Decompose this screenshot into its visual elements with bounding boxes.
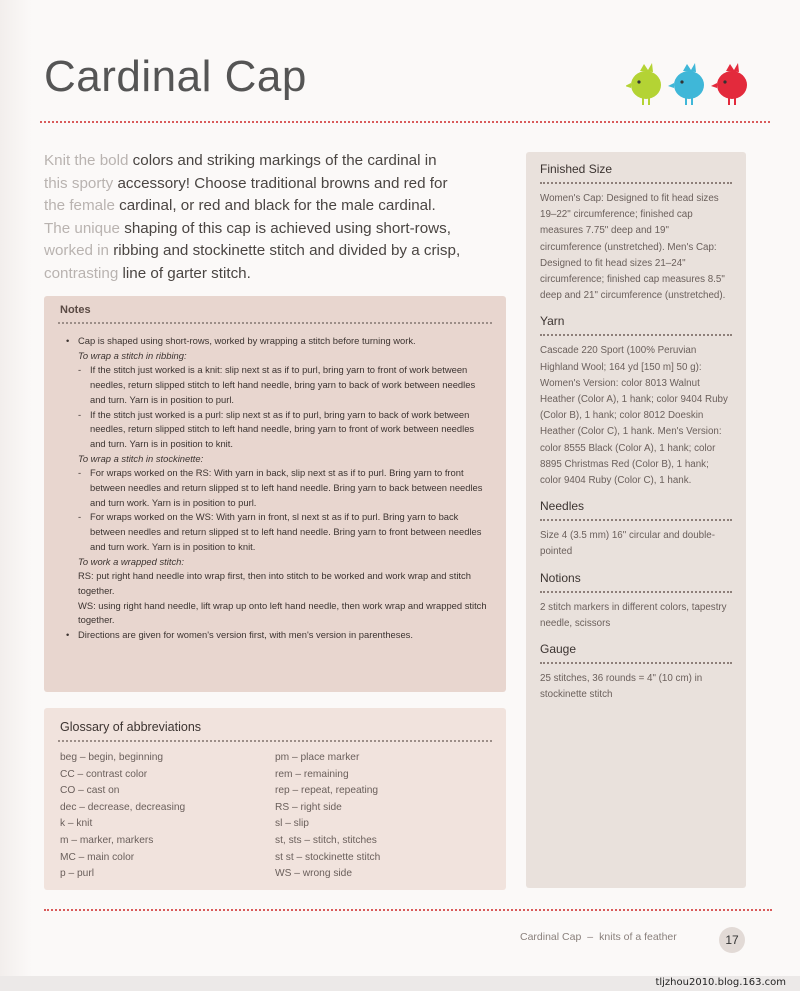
gauge-section: [526, 632, 746, 703]
notes-item: - If the stitch just worked is a purl: slip next st as if to purl, bring yarn to back of work between needles, return slipped stitch to left hand needle, bring yarn to front of work between needles and turn. Yarn is in position to knit.: [66, 408, 490, 452]
notes-item: WS: using right hand needle, lift wrap up onto left hand needle, then work wrap and wrapped stitch together.: [78, 599, 487, 626]
bird-blue-icon: [668, 63, 704, 105]
glossary-entry: st st – stockinette stitch: [275, 851, 381, 863]
glossary-entry: k – knit: [60, 818, 93, 830]
gauge-heading: Gauge: [540, 642, 577, 657]
glossary-entry: MC – main color: [60, 851, 135, 863]
footer-separator: –: [587, 931, 594, 943]
notions-heading: Notions: [540, 570, 581, 585]
watermark-text: tljzhou2010.blog.163.com: [655, 977, 786, 988]
glossary-entry: st, sts – stitch, stitches: [275, 834, 377, 846]
glossary-box: [44, 708, 506, 890]
finished-size-heading: Finished Size: [540, 162, 613, 176]
glossary-heading: Glossary of abbreviations: [60, 720, 202, 734]
notes-item: RS: put right hand needle into wrap first, then into stitch to be worked and work wrap and stitch together.: [78, 570, 471, 596]
glossary-right-column: [275, 750, 490, 883]
glossary-left-column: [60, 750, 275, 883]
yarn-heading: Yarn: [540, 314, 565, 329]
notes-item: - For wraps worked on the RS: With yarn in back, slip next st as if to purl. Bring yarn to front between needles and return slipped st to left hand needle. Bring yarn to back between needles and turn work. Yarn is in position to purl.: [66, 466, 490, 510]
notions-section: [526, 561, 746, 632]
glossary-entry: WS – wrong side: [275, 868, 353, 880]
glossary-entry: CC – contrast color: [60, 768, 148, 780]
glossary-entry: rem – remaining: [275, 768, 349, 780]
notes-body: [44, 324, 506, 643]
notes-subheading: To wrap a stitch in stockinette:: [78, 452, 204, 464]
footer-book-title: knits of a feather: [599, 931, 677, 943]
bird-icons: [626, 58, 756, 108]
notes-subheading: To work a wrapped stitch:: [78, 555, 184, 567]
glossary-entry: m – marker, markers: [60, 834, 154, 846]
glossary-entry: rep – repeat, repeating: [275, 785, 379, 797]
glossary-entry: p – purl: [60, 868, 94, 880]
page-title: Cardinal Cap: [44, 52, 307, 101]
glossary-entry: beg – begin, beginning: [60, 752, 164, 763]
notions-text: 2 stitch markers in different colors, tapestry needle, scissors: [540, 601, 727, 629]
finished-size-text: Women's Cap: Designed to fit head sizes 19–22" circumference; finished cap measures 7.75" deep and 19" circumference (unstretched). Men's Cap: Designed to fit head sizes 21–24" circumference; finished cap measures 8.5" deep and 21" circumference (unstretched).: [540, 193, 726, 302]
bottom-divider: [44, 909, 772, 911]
gauge-text: 25 stitches, 36 rounds = 4" (10 cm) in stockinette stitch: [540, 673, 703, 701]
glossary-entry: CO – cast on: [60, 785, 120, 797]
finished-size-section: [526, 152, 746, 304]
materials-sidebar: [526, 152, 746, 888]
notes-item: - For wraps worked on the WS: With yarn in front, sl next st as if to purl. Bring yarn to back between needles and return slipped st to left hand needle. Bring yarn to front between needles and turn work. Yarn is in position to knit.: [66, 510, 490, 554]
notes-item: - If the stitch just worked is a knit: slip next st as if to purl, bring yarn to front of work between needles, return slipped stitch to left hand needle, bring yarn to back of work between needles and turn. Yarn is in position to purl.: [66, 363, 490, 407]
yarn-text: Cascade 220 Sport (100% Peruvian Highland Wool; 164 yd [150 m] 50 g): Women's Version: color 8013 Walnut Heather (Color A), 1 hank; color 9404 Ruby (Color B), 1 hank; color 8012 Doeskin Heather (Color C), 1 hank. Men's Version: color 8555 Black (Color A), 1 hank; color 8895 Christmas Red (Color B), 1 hank; color 9404 Ruby (Color C), 1 hank.: [540, 345, 728, 487]
watermark-bar: [0, 976, 800, 991]
bird-red-icon: [711, 63, 747, 105]
notes-bullet: • Directions are given for women's version first, with men's version in parentheses.: [66, 628, 490, 643]
top-divider: [40, 121, 770, 123]
notes-heading: Notes: [60, 304, 91, 316]
notes-bullet: • Cap is shaped using short-rows, worked by wrapping a stitch before turning work.: [66, 334, 490, 349]
glossary-entry: RS – right side: [275, 801, 342, 813]
yarn-section: [526, 304, 746, 489]
needles-section: [526, 489, 746, 560]
needles-heading: Needles: [540, 499, 585, 514]
notes-subheading: To wrap a stitch in ribbing:: [78, 349, 187, 361]
glossary-entry: sl – slip: [275, 818, 309, 830]
glossary-entry: dec – decrease, decreasing: [60, 801, 186, 813]
glossary-entry: pm – place marker: [275, 752, 360, 763]
intro-paragraph: Knit the bold colors and striking markings of the cardinal in this sporty accessory! Choose traditional browns and red for the female cardinal, or red and black for the male cardinal. The unique shaping of this cap is achieved using short-rows, worked in ribbing and stockinette stitch and divided by a crisp, contrasting line of garter stitch.: [44, 152, 461, 282]
needles-text: Size 4 (3.5 mm) 16" circular and double-pointed: [540, 530, 715, 558]
glossary-columns: [44, 742, 506, 883]
running-footer: [520, 931, 677, 943]
bird-green-icon: [626, 63, 661, 105]
footer-title: Cardinal Cap: [520, 931, 582, 943]
page-number: 17: [719, 927, 745, 953]
notes-box: [44, 296, 506, 692]
